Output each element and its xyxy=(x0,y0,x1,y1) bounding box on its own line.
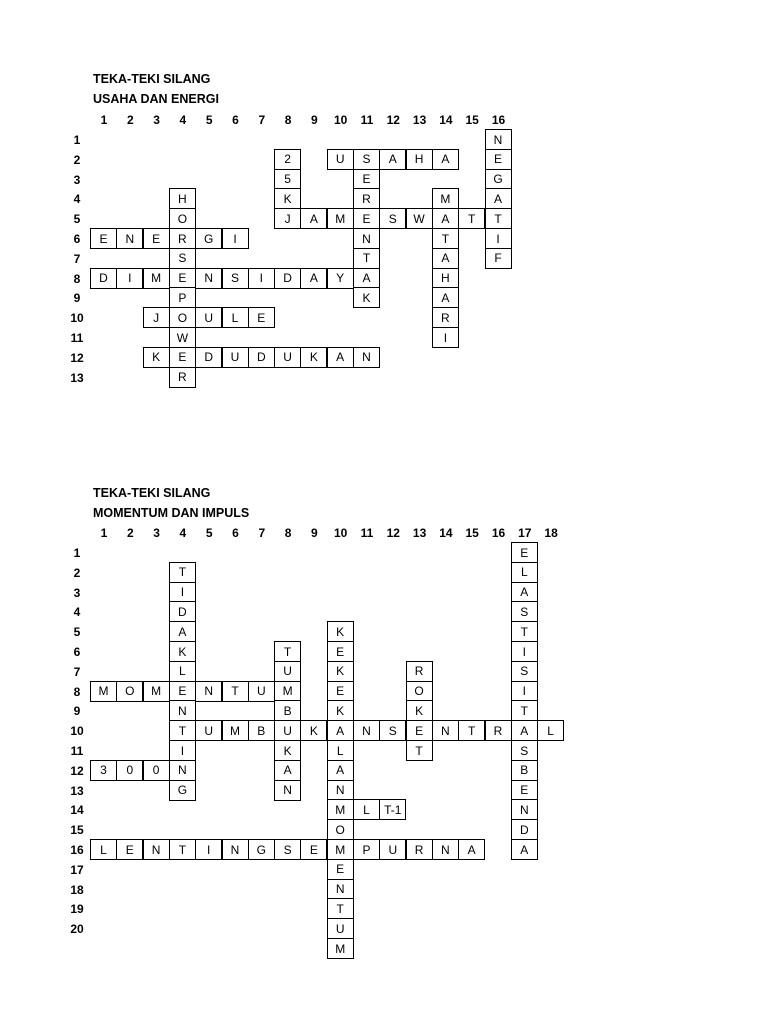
puzzle1-crossword-cell: K xyxy=(143,347,170,368)
puzzle2-crossword-cell: K xyxy=(274,740,301,761)
puzzle1-crossword-cell: U xyxy=(222,347,249,368)
puzzle2-title: TEKA-TEKI SILANG xyxy=(93,486,211,500)
puzzle1-crossword-cell: A xyxy=(300,268,327,289)
puzzle1-crossword-cell: T xyxy=(458,208,485,229)
puzzle2-crossword-cell: E xyxy=(511,780,538,801)
puzzle2-crossword-cell: E xyxy=(511,542,538,563)
puzzle2-crossword-cell: N xyxy=(432,839,459,860)
puzzle2-crossword-cell: T xyxy=(169,720,196,741)
puzzle1-crossword-cell: A xyxy=(327,347,354,368)
puzzle2-crossword-cell: O xyxy=(406,681,433,702)
puzzle1-row-number: 10 xyxy=(70,311,84,326)
puzzle2-col-number: 5 xyxy=(205,526,213,540)
puzzle1-crossword-cell: M xyxy=(327,208,354,229)
puzzle2-col-number: 15 xyxy=(465,526,479,540)
puzzle1-crossword-cell: N xyxy=(485,129,512,150)
puzzle2-crossword-cell: M xyxy=(327,938,354,959)
puzzle1-crossword-cell: L xyxy=(222,307,249,328)
puzzle2-crossword-cell: T xyxy=(274,641,301,662)
puzzle1-crossword-cell: D xyxy=(195,347,222,368)
puzzle1-crossword-cell: R xyxy=(169,367,196,388)
puzzle1-crossword-cell: 2 xyxy=(274,149,301,170)
puzzle2-crossword-cell: M xyxy=(327,839,354,860)
puzzle2-crossword-cell: M xyxy=(327,799,354,820)
puzzle1-crossword-cell: R xyxy=(169,228,196,249)
puzzle2-row-number: 19 xyxy=(70,902,84,917)
puzzle1-crossword-cell: I xyxy=(222,228,249,249)
puzzle2-crossword-cell: T xyxy=(511,700,538,721)
puzzle2-col-number: 2 xyxy=(126,526,134,540)
puzzle2-crossword-cell: A xyxy=(458,839,485,860)
puzzle1-col-number: 5 xyxy=(205,113,213,127)
puzzle2-col-number: 18 xyxy=(544,526,558,540)
puzzle2-crossword-cell: B xyxy=(248,720,275,741)
puzzle1-row-number: 2 xyxy=(73,152,81,167)
puzzle2-col-number: 10 xyxy=(334,526,348,540)
puzzle2-crossword-cell: N xyxy=(511,799,538,820)
puzzle2-crossword-cell: P xyxy=(353,839,380,860)
puzzle1-crossword-cell: A xyxy=(485,188,512,209)
puzzle1-title: TEKA-TEKI SILANG xyxy=(93,72,211,86)
puzzle2-crossword-cell: R xyxy=(485,720,512,741)
puzzle2-col-number: 12 xyxy=(386,526,400,540)
puzzle1-crossword-cell: U xyxy=(327,149,354,170)
puzzle1-crossword-cell: E xyxy=(90,228,117,249)
puzzle1-crossword-cell: D xyxy=(248,347,275,368)
puzzle1-crossword-cell: W xyxy=(406,208,433,229)
puzzle2-col-number: 17 xyxy=(518,526,532,540)
puzzle2-crossword-cell: R xyxy=(406,661,433,682)
puzzle2-col-number: 9 xyxy=(311,526,318,540)
puzzle2-crossword-cell: N xyxy=(327,780,354,801)
puzzle2-crossword-cell: N xyxy=(274,780,301,801)
puzzle1-crossword-cell: R xyxy=(353,188,380,209)
puzzle1-crossword-cell: I xyxy=(485,228,512,249)
puzzle2-row-number: 1 xyxy=(73,546,81,560)
puzzle2-crossword-cell: I xyxy=(511,681,538,702)
puzzle2-crossword-cell: L xyxy=(537,720,564,741)
puzzle2-crossword-cell: M xyxy=(90,681,117,702)
puzzle2-row-number: 7 xyxy=(73,664,81,679)
puzzle2-col-number: 8 xyxy=(284,526,292,540)
puzzle2-crossword-cell: L xyxy=(511,562,538,583)
puzzle1-crossword-cell: 5 xyxy=(274,169,301,190)
puzzle1-col-number: 3 xyxy=(153,113,160,127)
puzzle1-col-number: 4 xyxy=(179,113,187,127)
puzzle2-crossword-cell: U xyxy=(274,661,301,682)
puzzle2-crossword-cell: K xyxy=(327,621,354,642)
puzzle1-row-number: 4 xyxy=(73,192,81,207)
puzzle2-row-number: 16 xyxy=(70,843,84,857)
puzzle2-row-number: 2 xyxy=(73,565,81,580)
puzzle2-crossword-cell: M xyxy=(274,681,301,702)
puzzle1-col-number: 2 xyxy=(126,113,134,127)
puzzle2-crossword-cell: E xyxy=(406,720,433,741)
puzzle1-crossword-cell: T xyxy=(353,248,380,269)
puzzle2-crossword-cell: A xyxy=(511,720,538,741)
puzzle1-crossword-cell: J xyxy=(143,307,170,328)
puzzle1-crossword-cell: S xyxy=(353,149,380,170)
puzzle2-crossword-cell: G xyxy=(169,780,196,801)
puzzle2-crossword-cell: D xyxy=(169,601,196,622)
puzzle1-crossword-cell: H xyxy=(169,188,196,209)
puzzle1-row-number: 6 xyxy=(73,232,81,246)
puzzle1-row-number: 1 xyxy=(73,133,81,147)
puzzle2-col-number: 13 xyxy=(412,526,427,540)
puzzle1-col-number: 1 xyxy=(100,113,108,127)
puzzle2-crossword-cell: T xyxy=(169,839,196,860)
puzzle2-row-number: 12 xyxy=(70,763,84,778)
puzzle2-col-number: 3 xyxy=(153,526,160,540)
puzzle1-crossword-cell: E xyxy=(353,169,380,190)
puzzle1-crossword-cell: A xyxy=(300,208,327,229)
puzzle1-crossword-cell: K xyxy=(353,287,380,308)
puzzle1-crossword-cell: N xyxy=(195,268,222,289)
puzzle2-subtitle: MOMENTUM DAN IMPULS xyxy=(93,506,250,520)
puzzle1-crossword-cell: I xyxy=(248,268,275,289)
puzzle2-crossword-cell: L xyxy=(90,839,117,860)
puzzle1-col-number: 8 xyxy=(284,113,292,127)
puzzle1-crossword-cell: N xyxy=(353,347,380,368)
puzzle2-crossword-cell: 3 xyxy=(90,760,117,781)
puzzle2-crossword-cell: T xyxy=(511,621,538,642)
puzzle2-crossword-cell: N xyxy=(143,839,170,860)
puzzle2-crossword-cell: 0 xyxy=(116,760,143,781)
puzzle1-crossword-cell: S xyxy=(222,268,249,289)
puzzle2-crossword-cell: I xyxy=(169,740,196,761)
puzzle1-crossword-cell: F xyxy=(485,248,512,269)
puzzle1-crossword-cell: G xyxy=(195,228,222,249)
puzzle2-crossword-cell: 0 xyxy=(143,760,170,781)
puzzle2-crossword-cell: O xyxy=(116,681,143,702)
puzzle2-crossword-cell: S xyxy=(511,601,538,622)
puzzle1-crossword-cell: S xyxy=(379,208,406,229)
puzzle1-crossword-cell: I xyxy=(432,327,459,348)
puzzle1-crossword-cell: J xyxy=(274,208,301,229)
puzzle1-col-number: 13 xyxy=(412,113,427,127)
puzzle2-crossword-cell: U xyxy=(248,681,275,702)
puzzle2-row-number: 9 xyxy=(73,704,81,719)
puzzle1-crossword-cell: A xyxy=(432,208,459,229)
puzzle2-crossword-cell: T xyxy=(406,740,433,761)
puzzle2-row-number: 4 xyxy=(73,605,81,620)
puzzle2-crossword-cell: K xyxy=(406,700,433,721)
puzzle1-crossword-cell: O xyxy=(169,208,196,229)
puzzle2-row-number: 11 xyxy=(70,744,84,758)
puzzle1-crossword-cell: A xyxy=(379,149,406,170)
puzzle1-row-number: 9 xyxy=(73,291,81,306)
puzzle1-subtitle: USAHA DAN ENERGI xyxy=(93,92,219,106)
puzzle2-crossword-cell: A xyxy=(274,760,301,781)
puzzle2-crossword-cell: A xyxy=(511,839,538,860)
puzzle2-row-number: 14 xyxy=(70,803,84,818)
puzzle2-row-number: 8 xyxy=(73,684,81,699)
puzzle2-col-number: 16 xyxy=(491,526,506,540)
puzzle2-crossword-cell: A xyxy=(327,760,354,781)
puzzle2-crossword-cell: S xyxy=(379,720,406,741)
puzzle1-row-number: 3 xyxy=(73,172,81,187)
puzzle2-crossword-cell: N xyxy=(222,839,249,860)
puzzle1-crossword-cell: N xyxy=(353,228,380,249)
puzzle1-crossword-cell: U xyxy=(195,307,222,328)
puzzle2-row-number: 6 xyxy=(73,645,81,659)
puzzle2-row-number: 5 xyxy=(73,625,81,640)
puzzle1-crossword-cell: E xyxy=(169,347,196,368)
puzzle1-crossword-cell: E xyxy=(485,149,512,170)
puzzle1-crossword-cell: M xyxy=(143,268,170,289)
puzzle1-crossword-cell: A xyxy=(432,149,459,170)
puzzle1-crossword-cell: A xyxy=(432,248,459,269)
puzzle1-crossword-cell: W xyxy=(169,327,196,348)
puzzle2-crossword-cell: A xyxy=(511,582,538,603)
puzzle1-crossword-cell: H xyxy=(406,149,433,170)
puzzle1-crossword-cell: A xyxy=(353,268,380,289)
puzzle2-crossword-cell: N xyxy=(327,879,354,900)
puzzle1-crossword-cell: D xyxy=(90,268,117,289)
puzzle1-crossword-cell: R xyxy=(432,307,459,328)
puzzle2-row-number: 18 xyxy=(70,882,84,897)
puzzle2-crossword-cell: T xyxy=(327,898,354,919)
puzzle2-crossword-cell: I xyxy=(169,582,196,603)
puzzle2-crossword-cell: T xyxy=(169,562,196,583)
puzzle2-crossword-cell: N xyxy=(353,720,380,741)
puzzle1-crossword-cell: E xyxy=(248,307,275,328)
puzzle1-crossword-cell: O xyxy=(169,307,196,328)
puzzle2-crossword-cell: K xyxy=(169,641,196,662)
puzzle2-crossword-cell: E xyxy=(327,859,354,880)
puzzle1-crossword-cell: I xyxy=(116,268,143,289)
puzzle2-crossword-cell: T xyxy=(222,681,249,702)
puzzle2-crossword-cell: A xyxy=(169,621,196,642)
puzzle1-crossword-cell: K xyxy=(274,188,301,209)
puzzle2-crossword-cell: N xyxy=(195,681,222,702)
puzzle1-row-number: 13 xyxy=(70,370,84,385)
puzzle2-crossword-cell: U xyxy=(274,720,301,741)
puzzle1-crossword-cell: E xyxy=(169,268,196,289)
puzzle1-crossword-cell: N xyxy=(116,228,143,249)
puzzle2-crossword-cell: N xyxy=(169,760,196,781)
puzzle2-crossword-cell: E xyxy=(327,641,354,662)
puzzle2-col-number: 14 xyxy=(439,526,453,540)
puzzle2-row-number: 17 xyxy=(70,862,84,877)
puzzle2-crossword-cell: I xyxy=(511,641,538,662)
puzzle1-col-number: 9 xyxy=(311,113,318,127)
puzzle1-row-number: 5 xyxy=(73,212,81,227)
puzzle2-crossword-cell: O xyxy=(327,819,354,840)
puzzle2-row-number: 10 xyxy=(70,724,84,739)
puzzle1-col-number: 12 xyxy=(386,113,400,127)
puzzle2-crossword-cell: U xyxy=(195,720,222,741)
puzzle2-crossword-cell: K xyxy=(300,720,327,741)
puzzle2-row-number: 15 xyxy=(70,823,84,838)
puzzle1-col-number: 7 xyxy=(258,113,266,127)
puzzle1-crossword-cell: K xyxy=(300,347,327,368)
puzzle2-crossword-cell: R xyxy=(406,839,433,860)
puzzle2-crossword-cell: U xyxy=(327,918,354,939)
puzzle2-col-number: 7 xyxy=(258,526,266,540)
puzzle1-crossword-cell: U xyxy=(274,347,301,368)
puzzle2-crossword-cell: I xyxy=(195,839,222,860)
puzzle1-col-number: 15 xyxy=(465,113,479,127)
puzzle2-crossword-cell: N xyxy=(169,700,196,721)
puzzle1-crossword-cell: M xyxy=(432,188,459,209)
puzzle1-crossword-cell: T xyxy=(485,208,512,229)
puzzle2-crossword-cell: L xyxy=(353,799,380,820)
puzzle1-col-number: 11 xyxy=(360,113,374,127)
puzzle1-col-number: 6 xyxy=(232,113,239,127)
puzzle1-crossword-cell: Y xyxy=(327,268,354,289)
puzzle2-crossword-cell: A xyxy=(327,720,354,741)
puzzle1-crossword-cell: H xyxy=(432,268,459,289)
puzzle1-row-number: 7 xyxy=(73,251,81,266)
puzzle2-col-number: 4 xyxy=(179,526,187,540)
puzzle1-row-number: 11 xyxy=(70,331,84,345)
puzzle2-crossword-cell: L xyxy=(169,661,196,682)
puzzle2-crossword-cell: K xyxy=(327,661,354,682)
puzzle2-crossword-cell: S xyxy=(274,839,301,860)
puzzle1-row-number: 12 xyxy=(70,350,84,365)
puzzle1-crossword-cell: E xyxy=(353,208,380,229)
puzzle2-crossword-cell: U xyxy=(379,839,406,860)
puzzle2-crossword-cell: S xyxy=(511,740,538,761)
puzzle2-crossword-cell: N xyxy=(432,720,459,741)
puzzle1-col-number: 16 xyxy=(491,113,506,127)
puzzle2-crossword-cell: T xyxy=(458,720,485,741)
puzzle1-crossword-cell: E xyxy=(143,228,170,249)
puzzle1-crossword-cell: G xyxy=(485,169,512,190)
puzzle2-crossword-cell: T-1 xyxy=(379,799,406,820)
puzzle1-crossword-cell: A xyxy=(432,287,459,308)
puzzle2-crossword-cell: G xyxy=(248,839,275,860)
puzzle1-crossword-cell: D xyxy=(274,268,301,289)
puzzle2-crossword-cell: D xyxy=(511,819,538,840)
puzzle2-row-number: 3 xyxy=(73,585,81,600)
puzzle2-crossword-cell: E xyxy=(300,839,327,860)
puzzle2-crossword-cell: M xyxy=(222,720,249,741)
puzzle2-col-number: 11 xyxy=(360,526,374,540)
puzzle1-crossword-cell: S xyxy=(169,248,196,269)
puzzle1-col-number: 14 xyxy=(439,113,453,127)
puzzle1-crossword-cell: P xyxy=(169,287,196,308)
puzzle2-col-number: 6 xyxy=(232,526,239,540)
puzzle2-crossword-cell: B xyxy=(274,700,301,721)
puzzle2-row-number: 13 xyxy=(70,783,84,798)
puzzle2-crossword-cell: M xyxy=(143,681,170,702)
puzzle2-crossword-cell: L xyxy=(327,740,354,761)
puzzle2-col-number: 1 xyxy=(100,526,108,540)
puzzle2-crossword-cell: E xyxy=(169,681,196,702)
puzzle1-crossword-cell: T xyxy=(432,228,459,249)
puzzle2-crossword-cell: K xyxy=(327,700,354,721)
puzzle2-crossword-cell: B xyxy=(511,760,538,781)
puzzle1-row-number: 8 xyxy=(73,271,81,286)
puzzle1-col-number: 10 xyxy=(334,113,348,127)
puzzle2-crossword-cell: E xyxy=(327,681,354,702)
puzzle2-row-number: 20 xyxy=(70,922,84,937)
puzzle2-crossword-cell: S xyxy=(511,661,538,682)
puzzle2-crossword-cell: E xyxy=(116,839,143,860)
